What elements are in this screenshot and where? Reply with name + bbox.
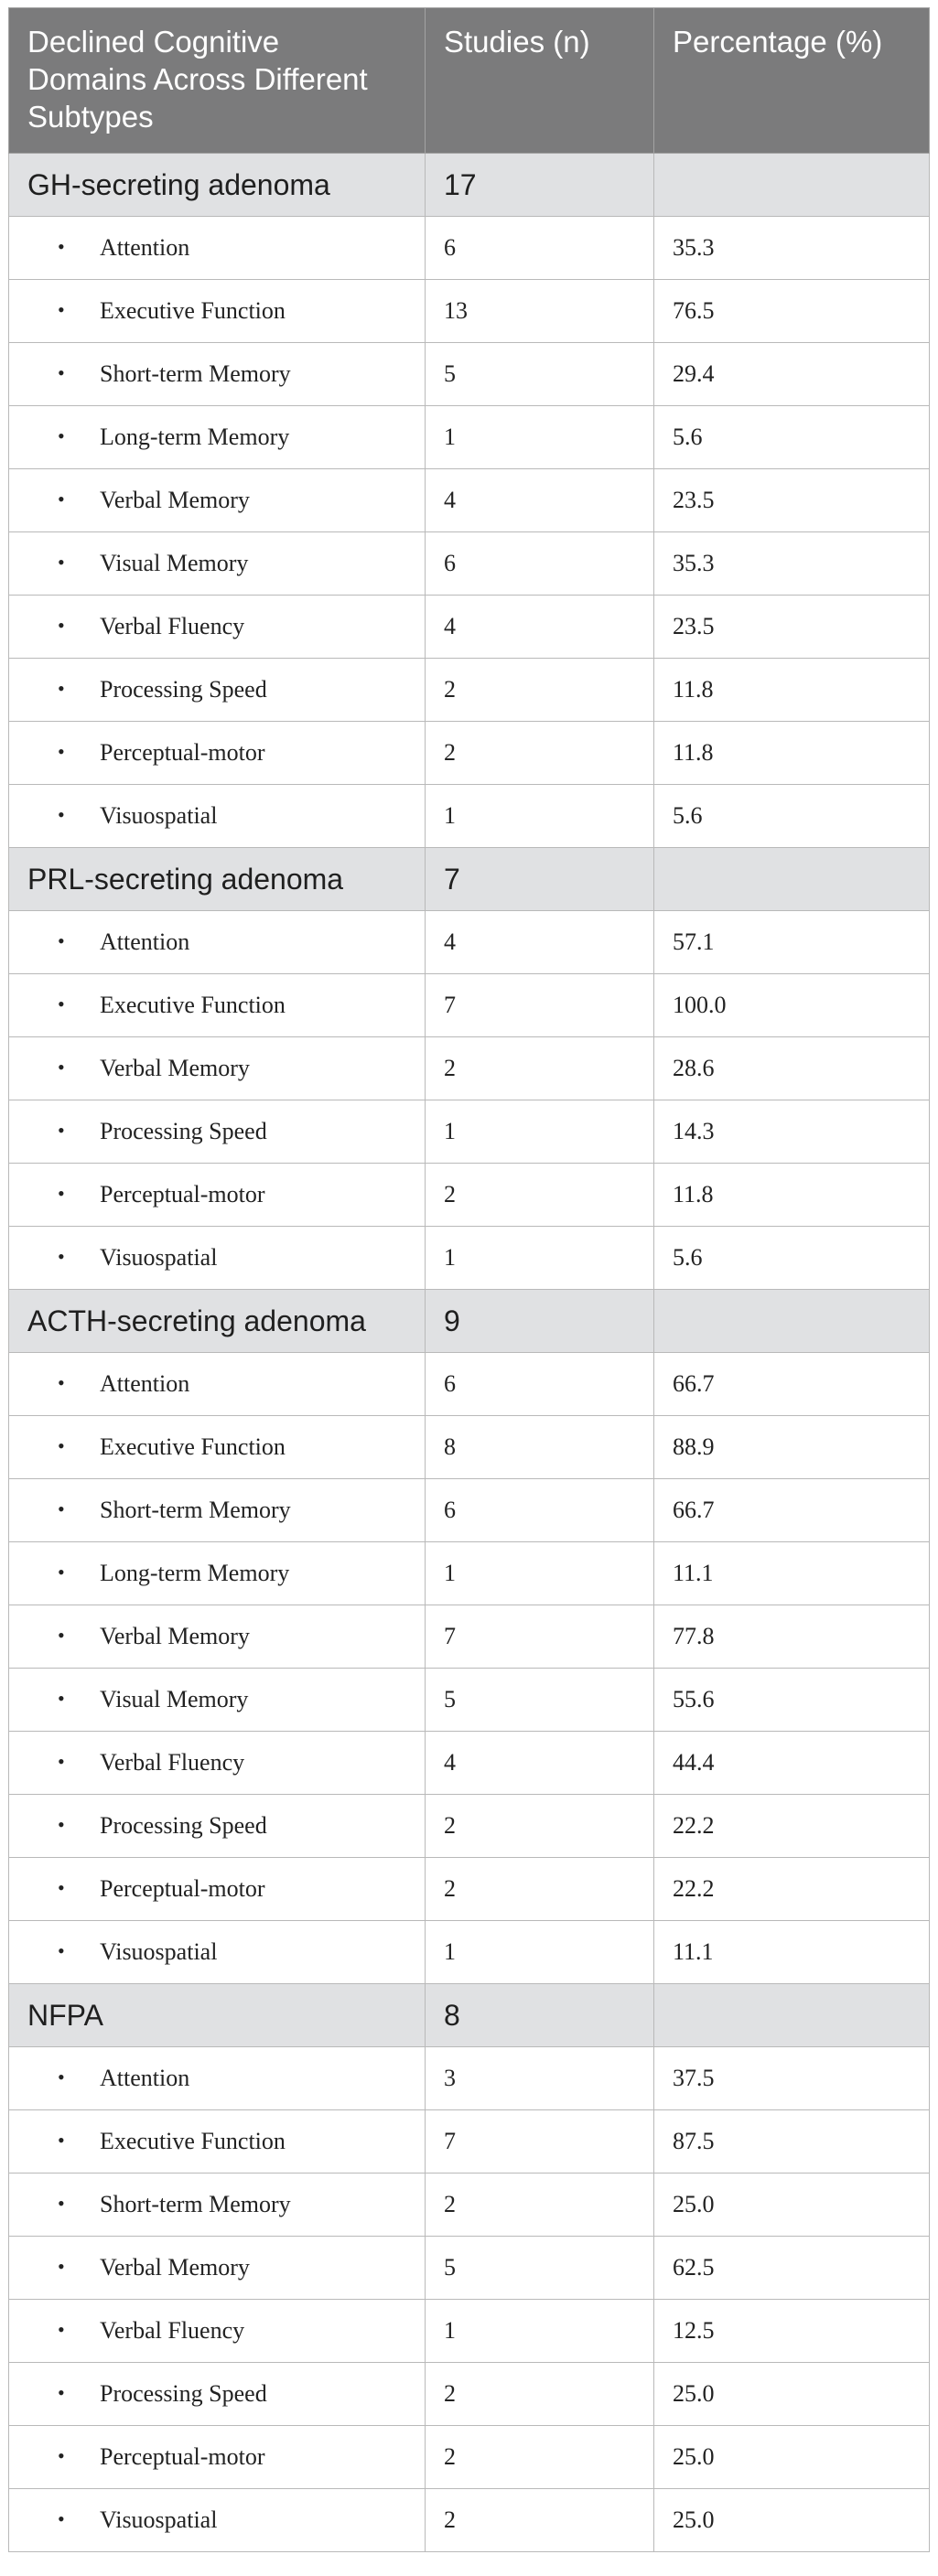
domain-cell [9, 1100, 426, 1164]
percentage-cell: 76.5 [654, 280, 930, 343]
table-row [9, 974, 930, 1037]
studies-cell: 2 [426, 1037, 654, 1100]
studies-cell: 5 [426, 1669, 654, 1732]
studies-cell: 3 [426, 2047, 654, 2110]
domain-label: Processing Speed [100, 676, 267, 703]
studies-cell: 7 [426, 2110, 654, 2174]
percentage-cell: 12.5 [654, 2300, 930, 2363]
bullet-icon: • [58, 614, 65, 637]
group-row [9, 848, 930, 911]
percentage-cell: 62.5 [654, 2237, 930, 2300]
table-row [9, 280, 930, 343]
table-row [9, 1227, 930, 1290]
domain-label: Verbal Memory [100, 487, 250, 513]
percentage-cell: 77.8 [654, 1605, 930, 1669]
header-row [9, 8, 930, 154]
table-row [9, 406, 930, 469]
domain-cell [9, 1795, 426, 1858]
group-studies: 17 [426, 154, 654, 217]
table-row [9, 2047, 930, 2110]
percentage-cell: 25.0 [654, 2426, 930, 2489]
domain-cell [9, 217, 426, 280]
percentage-cell: 35.3 [654, 532, 930, 596]
domain-label: Processing Speed [100, 2380, 267, 2407]
bullet-icon: • [58, 929, 65, 952]
studies-cell: 5 [426, 343, 654, 406]
table-row [9, 1037, 930, 1100]
domain-cell [9, 2237, 426, 2300]
header-studies: Studies (n) [426, 8, 654, 154]
studies-cell: 2 [426, 1858, 654, 1921]
bullet-icon: • [58, 1371, 65, 1394]
studies-cell: 13 [426, 280, 654, 343]
domain-label: Long-term Memory [100, 424, 290, 450]
table-row [9, 1479, 930, 1542]
bullet-icon: • [58, 2129, 65, 2152]
group-row [9, 1290, 930, 1353]
domain-cell [9, 596, 426, 659]
group-row [9, 154, 930, 217]
domain-cell [9, 722, 426, 785]
bullet-icon: • [58, 2066, 65, 2088]
domain-cell [9, 2363, 426, 2426]
table-row [9, 2237, 930, 2300]
group-studies: 8 [426, 1984, 654, 2047]
domain-cell [9, 532, 426, 596]
percentage-cell: 23.5 [654, 469, 930, 532]
studies-cell: 2 [426, 2174, 654, 2237]
domain-cell [9, 911, 426, 974]
studies-cell: 2 [426, 659, 654, 722]
percentage-cell: 5.6 [654, 406, 930, 469]
studies-cell: 1 [426, 785, 654, 848]
bullet-icon: • [58, 551, 65, 574]
domain-cell [9, 1858, 426, 1921]
domain-label: Short-term Memory [100, 2191, 291, 2217]
bullet-icon: • [58, 1876, 65, 1899]
domain-cell [9, 659, 426, 722]
table-header [9, 8, 930, 154]
domain-label: Perceptual-motor [100, 1875, 265, 1902]
percentage-cell: 66.7 [654, 1479, 930, 1542]
bullet-icon: • [58, 1119, 65, 1142]
group-percentage [654, 1290, 930, 1353]
bullet-icon: • [58, 1056, 65, 1079]
studies-cell: 8 [426, 1416, 654, 1479]
percentage-cell: 11.8 [654, 1164, 930, 1227]
studies-cell: 4 [426, 596, 654, 659]
bullet-icon: • [58, 1687, 65, 1710]
table-row [9, 659, 930, 722]
table-row [9, 1100, 930, 1164]
domain-label: Short-term Memory [100, 1497, 291, 1523]
bullet-icon: • [58, 1939, 65, 1962]
table-row [9, 2489, 930, 2552]
bullet-icon: • [58, 740, 65, 763]
percentage-cell: 57.1 [654, 911, 930, 974]
percentage-cell: 44.4 [654, 1732, 930, 1795]
table-row [9, 785, 930, 848]
percentage-cell: 55.6 [654, 1669, 930, 1732]
group-name: GH-secreting adenoma [9, 154, 426, 217]
percentage-cell: 11.1 [654, 1542, 930, 1605]
domain-label: Attention [100, 234, 190, 261]
percentage-cell: 14.3 [654, 1100, 930, 1164]
studies-cell: 7 [426, 974, 654, 1037]
group-studies: 9 [426, 1290, 654, 1353]
bullet-icon: • [58, 2444, 65, 2467]
table-row [9, 2174, 930, 2237]
table-row [9, 2363, 930, 2426]
domain-label: Short-term Memory [100, 360, 291, 387]
bullet-icon: • [58, 1750, 65, 1773]
domain-label: Verbal Fluency [100, 613, 245, 639]
group-percentage [654, 154, 930, 217]
domain-cell [9, 280, 426, 343]
domain-label: Executive Function [100, 2128, 286, 2154]
domain-label: Visuospatial [100, 2506, 218, 2533]
table-row [9, 911, 930, 974]
domain-cell [9, 2174, 426, 2237]
table-row [9, 1858, 930, 1921]
studies-cell: 1 [426, 1542, 654, 1605]
studies-cell: 2 [426, 722, 654, 785]
studies-cell: 4 [426, 911, 654, 974]
group-row [9, 1984, 930, 2047]
domain-cell [9, 469, 426, 532]
table-row [9, 2300, 930, 2363]
studies-cell: 6 [426, 217, 654, 280]
domain-label: Long-term Memory [100, 1560, 290, 1586]
table-row [9, 1669, 930, 1732]
bullet-icon: • [58, 1182, 65, 1205]
table-row [9, 469, 930, 532]
percentage-cell: 35.3 [654, 217, 930, 280]
domain-label: Processing Speed [100, 1118, 267, 1144]
domain-cell [9, 1921, 426, 1984]
domain-cell [9, 1732, 426, 1795]
bullet-icon: • [58, 2192, 65, 2215]
bullet-icon: • [58, 2381, 65, 2404]
percentage-cell: 22.2 [654, 1795, 930, 1858]
percentage-cell: 28.6 [654, 1037, 930, 1100]
studies-cell: 6 [426, 532, 654, 596]
bullet-icon: • [58, 1245, 65, 1268]
domain-cell [9, 1037, 426, 1100]
table-row [9, 722, 930, 785]
percentage-cell: 87.5 [654, 2110, 930, 2174]
group-name: ACTH-secreting adenoma [9, 1290, 426, 1353]
studies-cell: 4 [426, 1732, 654, 1795]
studies-cell: 6 [426, 1353, 654, 1416]
domain-label: Perceptual-motor [100, 2443, 265, 2470]
studies-cell: 5 [426, 2237, 654, 2300]
studies-cell: 2 [426, 2489, 654, 2552]
table-row [9, 1795, 930, 1858]
domain-label: Executive Function [100, 992, 286, 1018]
table-body [9, 154, 930, 2552]
domain-label: Processing Speed [100, 1812, 267, 1839]
studies-cell: 1 [426, 1227, 654, 1290]
table-row [9, 1416, 930, 1479]
domain-cell [9, 974, 426, 1037]
studies-cell: 1 [426, 1921, 654, 1984]
domain-cell [9, 1542, 426, 1605]
percentage-cell: 29.4 [654, 343, 930, 406]
bullet-icon: • [58, 803, 65, 826]
domain-cell [9, 2047, 426, 2110]
domain-label: Attention [100, 928, 190, 955]
table-row [9, 1542, 930, 1605]
bullet-icon: • [58, 1434, 65, 1457]
domain-cell [9, 2489, 426, 2552]
domain-cell [9, 1416, 426, 1479]
table-row [9, 343, 930, 406]
domain-cell [9, 785, 426, 848]
table-row [9, 2426, 930, 2489]
bullet-icon: • [58, 235, 65, 258]
bullet-icon: • [58, 298, 65, 321]
bullet-icon: • [58, 1561, 65, 1583]
bullet-icon: • [58, 424, 65, 447]
bullet-icon: • [58, 677, 65, 700]
bullet-icon: • [58, 1813, 65, 1836]
percentage-cell: 5.6 [654, 1227, 930, 1290]
group-name: PRL-secreting adenoma [9, 848, 426, 911]
group-percentage [654, 1984, 930, 2047]
domain-label: Executive Function [100, 1433, 286, 1460]
domain-label: Perceptual-motor [100, 739, 265, 766]
percentage-cell: 11.1 [654, 1921, 930, 1984]
studies-cell: 2 [426, 1795, 654, 1858]
domain-label: Verbal Memory [100, 1623, 250, 1649]
group-percentage [654, 848, 930, 911]
domain-label: Perceptual-motor [100, 1181, 265, 1208]
percentage-cell: 25.0 [654, 2489, 930, 2552]
percentage-cell: 88.9 [654, 1416, 930, 1479]
domain-label: Verbal Fluency [100, 2317, 245, 2344]
domain-label: Verbal Memory [100, 2254, 250, 2281]
table-row [9, 1921, 930, 1984]
studies-cell: 2 [426, 1164, 654, 1227]
studies-cell: 2 [426, 2363, 654, 2426]
table-row [9, 1605, 930, 1669]
domain-cell [9, 343, 426, 406]
group-name: NFPA [9, 1984, 426, 2047]
bullet-icon: • [58, 488, 65, 510]
bullet-icon: • [58, 1497, 65, 1520]
studies-cell: 6 [426, 1479, 654, 1542]
percentage-cell: 11.8 [654, 659, 930, 722]
header-percentage: Percentage (%) [654, 8, 930, 154]
studies-cell: 4 [426, 469, 654, 532]
table-row [9, 532, 930, 596]
percentage-cell: 23.5 [654, 596, 930, 659]
domain-cell [9, 1164, 426, 1227]
bullet-icon: • [58, 2507, 65, 2530]
group-studies: 7 [426, 848, 654, 911]
bullet-icon: • [58, 361, 65, 384]
percentage-cell: 100.0 [654, 974, 930, 1037]
table-row [9, 2110, 930, 2174]
domain-label: Attention [100, 1370, 190, 1397]
percentage-cell: 22.2 [654, 1858, 930, 1921]
table-row [9, 1732, 930, 1795]
domain-cell [9, 1227, 426, 1290]
table-row [9, 1353, 930, 1416]
studies-cell: 1 [426, 406, 654, 469]
studies-cell: 1 [426, 1100, 654, 1164]
domain-cell [9, 406, 426, 469]
bullet-icon: • [58, 2255, 65, 2278]
percentage-cell: 37.5 [654, 2047, 930, 2110]
domain-cell [9, 2300, 426, 2363]
domain-label: Executive Function [100, 297, 286, 324]
bullet-icon: • [58, 1624, 65, 1647]
domain-cell [9, 1479, 426, 1542]
studies-cell: 2 [426, 2426, 654, 2489]
domain-cell [9, 1353, 426, 1416]
header-domains: Declined Cognitive Domains Across Different Subtypes [9, 8, 426, 154]
domain-label: Visuospatial [100, 802, 218, 829]
domain-label: Verbal Memory [100, 1055, 250, 1081]
domain-cell [9, 1669, 426, 1732]
cognitive-domains-table [8, 7, 930, 2552]
percentage-cell: 11.8 [654, 722, 930, 785]
table-row [9, 596, 930, 659]
table-row [9, 1164, 930, 1227]
domain-label: Visuospatial [100, 1244, 218, 1271]
percentage-cell: 25.0 [654, 2363, 930, 2426]
percentage-cell: 5.6 [654, 785, 930, 848]
studies-cell: 1 [426, 2300, 654, 2363]
percentage-cell: 25.0 [654, 2174, 930, 2237]
domain-label: Visuospatial [100, 1938, 218, 1965]
domain-label: Visual Memory [100, 550, 249, 576]
percentage-cell: 66.7 [654, 1353, 930, 1416]
domain-label: Attention [100, 2065, 190, 2091]
domain-cell [9, 1605, 426, 1669]
studies-cell: 7 [426, 1605, 654, 1669]
domain-cell [9, 2110, 426, 2174]
bullet-icon: • [58, 993, 65, 1015]
bullet-icon: • [58, 2318, 65, 2341]
domain-label: Visual Memory [100, 1686, 249, 1712]
domain-cell [9, 2426, 426, 2489]
table-row [9, 217, 930, 280]
domain-label: Verbal Fluency [100, 1749, 245, 1776]
